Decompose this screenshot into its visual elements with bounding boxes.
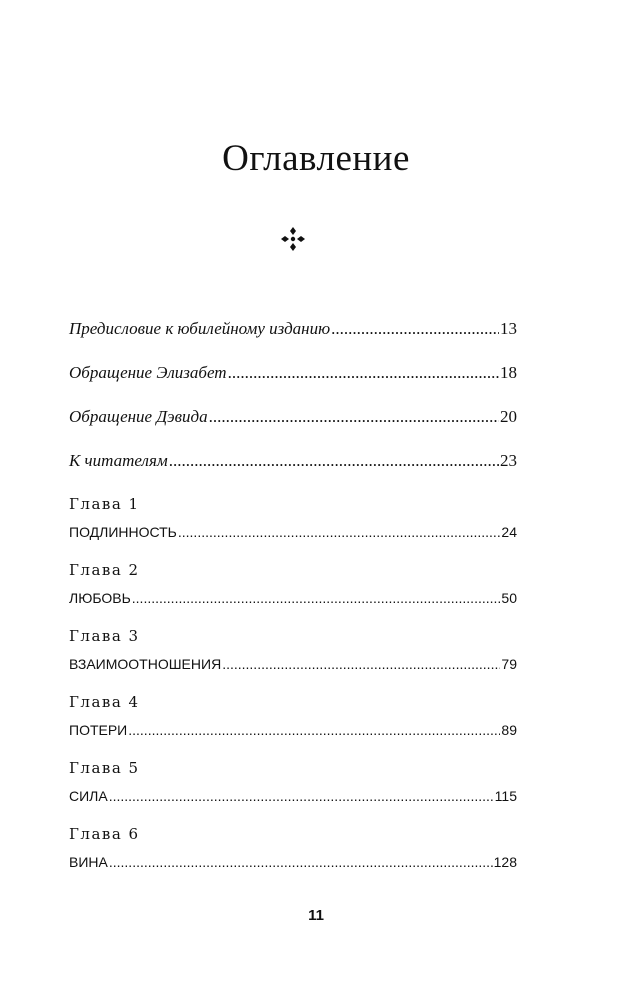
toc-entry-chapter-4[interactable] bbox=[69, 720, 517, 740]
toc-entry-page: 89 bbox=[501, 722, 517, 738]
toc-entry-chapter-6[interactable] bbox=[69, 852, 517, 872]
chapter-heading: Глава 3 bbox=[69, 627, 140, 645]
toc-entry-chapter-1[interactable] bbox=[69, 522, 517, 542]
chapter-heading: Глава 4 bbox=[69, 693, 140, 711]
toc-entry-label: Предисловие к юбилейному изданию bbox=[69, 319, 331, 338]
dot-leader bbox=[132, 588, 501, 608]
dot-leader bbox=[109, 786, 494, 806]
dot-leader bbox=[178, 522, 501, 542]
chapter-block-5 bbox=[69, 758, 517, 824]
table-of-contents bbox=[69, 318, 517, 890]
toc-entry-label: Обращение Элизабет bbox=[69, 363, 227, 382]
toc-entry-page: 23 bbox=[500, 451, 517, 470]
chapter-block-3 bbox=[69, 626, 517, 692]
toc-entry-foreword[interactable] bbox=[69, 318, 517, 340]
chapter-title: ВИНА bbox=[69, 854, 108, 870]
toc-entry-chapter-3[interactable] bbox=[69, 654, 517, 674]
toc-entry-label: К читателям bbox=[69, 451, 168, 470]
chapter-heading: Глава 2 bbox=[69, 561, 140, 579]
dot-leader bbox=[331, 318, 499, 340]
toc-entry-readers[interactable] bbox=[69, 450, 517, 472]
chapter-heading: Глава 5 bbox=[69, 759, 140, 777]
chapter-heading: Глава 1 bbox=[69, 495, 140, 513]
chapter-block-6 bbox=[69, 824, 517, 890]
toc-entry-chapter-2[interactable] bbox=[69, 588, 517, 608]
toc-entry-page: 50 bbox=[501, 590, 517, 606]
chapter-heading: Глава 6 bbox=[69, 825, 140, 843]
page-title: Оглавление bbox=[222, 138, 410, 179]
dot-leader bbox=[128, 720, 500, 740]
dot-leader bbox=[169, 450, 499, 472]
chapter-block-4 bbox=[69, 692, 517, 758]
chapter-title: ЛЮБОВЬ bbox=[69, 590, 131, 606]
toc-entry-page: 115 bbox=[494, 788, 517, 804]
four-diamond-ornament-icon bbox=[280, 226, 306, 252]
toc-entry-page: 24 bbox=[501, 524, 517, 540]
chapter-title: СИЛА bbox=[69, 788, 108, 804]
dot-leader bbox=[228, 362, 499, 384]
toc-entry-label: Обращение Дэвида bbox=[69, 407, 208, 426]
chapter-title: ПОТЕРИ bbox=[69, 722, 128, 738]
page-number: 11 bbox=[308, 907, 324, 924]
chapter-block-2 bbox=[69, 560, 517, 626]
toc-entry-david[interactable] bbox=[69, 406, 517, 428]
toc-entry-page: 79 bbox=[501, 656, 517, 672]
dot-leader bbox=[109, 852, 493, 872]
toc-entry-page: 13 bbox=[500, 319, 517, 338]
dot-leader bbox=[209, 406, 499, 428]
chapter-title: ПОДЛИННОСТЬ bbox=[69, 524, 177, 540]
toc-entry-page: 18 bbox=[500, 363, 517, 382]
toc-entry-chapter-5[interactable] bbox=[69, 786, 517, 806]
toc-entry-page: 128 bbox=[493, 854, 517, 870]
chapter-block-1 bbox=[69, 494, 517, 560]
toc-entry-elizabeth[interactable] bbox=[69, 362, 517, 384]
dot-leader bbox=[222, 654, 500, 674]
chapter-title: ВЗАИМООТНОШЕНИЯ bbox=[69, 656, 222, 672]
toc-entry-page: 20 bbox=[500, 407, 517, 426]
